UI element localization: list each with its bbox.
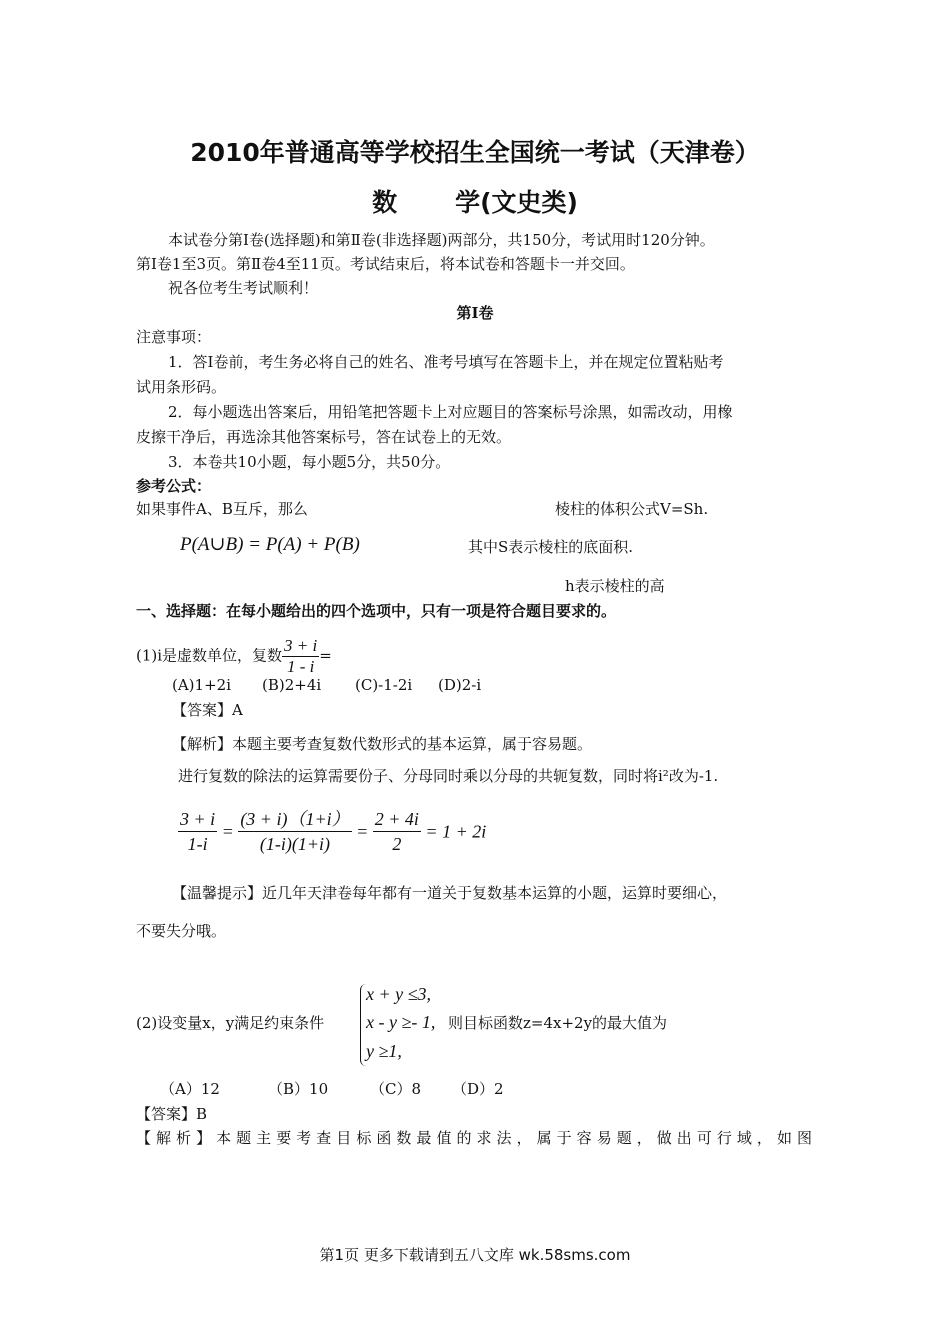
q2-analysis: 【解析】本题主要考查目标函数最值的求法，属于容易题，做出可行域，如图: [136, 1129, 812, 1147]
q1-analysis: 【解析】本题主要考查复数代数形式的基本运算，属于容易题。: [172, 735, 593, 753]
q1-stem: [136, 636, 332, 677]
calc-eq-2: =: [356, 821, 369, 842]
q1-eq: =: [319, 646, 332, 665]
subtitle-right: 学(文史类): [455, 188, 578, 217]
notice-item-2b: 皮擦干净后，再选涂其他答案标号，答在试卷上的无效。: [136, 428, 512, 446]
q1-calculation: [178, 807, 486, 856]
notice-item-1b: 试用条形码。: [136, 378, 227, 396]
prism-formula: 棱柱的体积公式V=Sh.: [555, 500, 709, 518]
constraint-1: x + y ≤3,: [366, 984, 432, 1004]
q2-option-d: （D）2: [452, 1080, 504, 1098]
formula-heading: 参考公式：: [136, 477, 212, 495]
constraint-2: x - y ≥- 1,: [366, 1012, 436, 1032]
calc-frac-1: [178, 807, 217, 856]
q1-option-c: (C)-1-2i: [355, 676, 413, 694]
q2-option-c: （C）8: [370, 1080, 422, 1098]
constraint-3: y ≥1,: [366, 1041, 402, 1061]
section-title: 第Ⅰ卷: [456, 304, 494, 322]
calc-frac-2: [238, 807, 351, 856]
page-title: 2010年普通高等学校招生全国统一考试（天津卷）: [190, 138, 760, 167]
calc-d1: 1-i: [187, 834, 208, 854]
calc-eq-1: =: [221, 821, 234, 842]
q2-option-a: （A）12: [160, 1080, 220, 1098]
notice-item-2a: 2．每小题选出答案后，用铅笔把答题卡上对应题目的答案标号涂黑，如需改动，用橡: [168, 403, 733, 421]
calc-result: = 1 + 2i: [425, 821, 487, 842]
intro-line-3: 祝各位考生考试顺利！: [168, 279, 319, 297]
q1-answer: 【答案】A: [172, 701, 243, 719]
intro-line-2: 第Ⅰ卷1至3页。第Ⅱ卷4至11页。考试结束后，将本试卷和答题卡一并交回。: [136, 255, 635, 273]
q1-frac-num: 3 + i: [284, 636, 318, 655]
probability-formula: P(A∪B) = P(A) + P(B): [180, 534, 360, 555]
q1-method: 进行复数的除法的运算需要份子、分母同时乘以分母的共轭复数，同时将i²改为-1.: [178, 767, 719, 785]
q1-option-a: (A)1+2i: [172, 676, 231, 694]
s-definition: 其中S表示棱柱的底面积.: [468, 538, 634, 556]
calc-n2: (3 + i)（1+i）: [238, 807, 351, 832]
q2-tail: 则目标函数z=4x+2y的最大值为: [448, 1014, 668, 1032]
notice-item-1a: 1．答Ⅰ卷前，考生务必将自己的姓名、准考号填写在答题卡上，并在规定位置粘贴考: [168, 353, 724, 371]
q2-stem: (2)设变量x，y满足约束条件: [136, 1014, 325, 1032]
calc-frac-3: [373, 807, 421, 856]
q2-answer: 【答案】B: [136, 1105, 208, 1123]
q1-option-d: (D)2-i: [438, 676, 482, 694]
q1-tip-2: 不要失分哦。: [136, 922, 227, 940]
q1-fraction: [282, 636, 319, 677]
page-footer: 第1页 更多下载请到五八文库 wk.58sms.com: [319, 1246, 631, 1264]
calc-n1: 3 + i: [178, 807, 217, 832]
calc-d3: 2: [392, 834, 402, 854]
q1-tip-1: 【温馨提示】近几年天津卷每年都有一道关于复数基本运算的小题，运算时要细心，: [172, 884, 728, 902]
page-subtitle: [0, 183, 950, 219]
part1-heading: 一、选择题：在每小题给出的四个选项中，只有一项是符合题目要求的。: [136, 602, 617, 620]
calc-n3: 2 + 4i: [373, 807, 421, 832]
calc-d2: (1-i)(1+i): [259, 834, 331, 854]
q1-frac-den: 1 - i: [286, 657, 315, 676]
h-definition: h表示棱柱的高: [565, 577, 665, 595]
notice-item-3: 3．本卷共10小题，每小题5分，共50分。: [168, 453, 451, 471]
q2-option-b: （B）10: [268, 1080, 329, 1098]
q1-stem-text: (1)i是虚数单位，复数: [136, 646, 283, 665]
q1-option-b: (B)2+4i: [262, 676, 322, 694]
subtitle-left: 数: [372, 188, 398, 217]
notice-heading: 注意事项：: [136, 328, 212, 346]
intro-line-1: 本试卷分第Ⅰ卷(选择题)和第Ⅱ卷(非选择题)两部分，共150分，考试用时120分钟。: [168, 231, 715, 249]
event-line: 如果事件A、B互斥，那么: [136, 500, 308, 518]
